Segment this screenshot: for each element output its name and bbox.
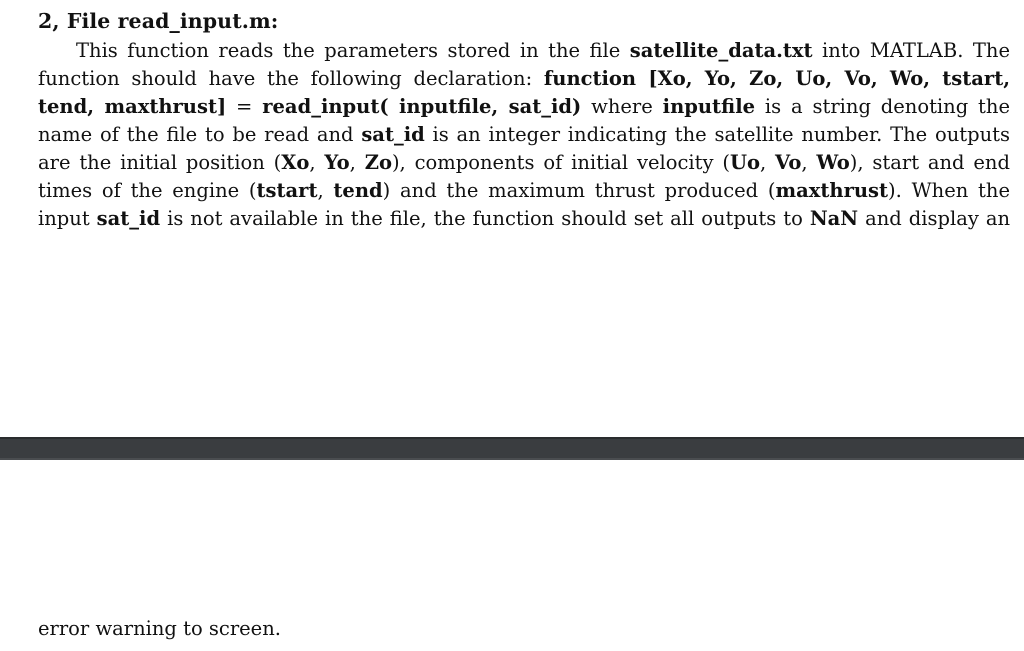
text-run: ), start and end xyxy=(849,151,1010,174)
bold-run: Uo xyxy=(729,151,760,174)
paragraph-line-5 xyxy=(38,149,1010,177)
paragraph-line-7 xyxy=(38,205,1010,233)
bold-run: Wo xyxy=(816,151,850,174)
text-run: , xyxy=(309,151,325,174)
text-run: , xyxy=(801,151,817,174)
bold-run: function [Xo, Yo, Zo, Uo, Vo, Wo, tstart, xyxy=(543,67,1010,90)
page-break-divider xyxy=(0,437,1024,460)
continuation-text: error warning to screen. xyxy=(38,617,281,640)
bold-run: tend, maxthrust] xyxy=(38,95,227,118)
bold-run: Vo xyxy=(775,151,802,174)
text-run: is an integer indicating the satellite number. The outputs xyxy=(424,123,1010,146)
paragraph-line-6 xyxy=(38,177,1010,205)
bold-run: Xo xyxy=(281,151,310,174)
text-run: and display an xyxy=(858,207,1010,230)
bold-run: NaN xyxy=(809,207,859,230)
bold-run: sat_id xyxy=(96,207,161,230)
bold-run: Zo xyxy=(364,151,392,174)
text-run: name of the file to be read and xyxy=(38,123,362,146)
text-run: , xyxy=(759,151,776,174)
paragraph-line-4 xyxy=(38,121,1010,149)
text-run: into MATLAB. The xyxy=(812,39,1010,62)
bold-run: tstart xyxy=(256,179,318,202)
text-run: are the initial position ( xyxy=(38,151,282,174)
bold-run: inputfile xyxy=(662,95,756,118)
bold-run: read_input( inputfile, sat_id) xyxy=(262,95,582,118)
text-run: ), components of initial velocity ( xyxy=(391,151,730,174)
text-run: This function reads the parameters stored in the file xyxy=(76,39,630,62)
text-run: function should have the following declaration: xyxy=(38,67,544,90)
text-run: is not available in the file, the function should set all outputs to xyxy=(160,207,810,230)
text-run: ). When the xyxy=(888,179,1010,202)
paragraph-line-3 xyxy=(38,93,1010,121)
bold-run: satellite_data.txt xyxy=(629,39,813,62)
text-run: input xyxy=(38,207,97,230)
bold-run: sat_id xyxy=(361,123,425,146)
text-run: , xyxy=(317,179,334,202)
paragraph-line-2 xyxy=(38,65,1010,93)
text-run: is a string denoting the xyxy=(755,95,1010,118)
text-run: times of the engine ( xyxy=(38,179,257,202)
bold-run: tend xyxy=(333,179,383,202)
text-run: ) and the maximum thrust produced ( xyxy=(382,179,776,202)
bold-run: maxthrust xyxy=(775,179,889,202)
text-run: = xyxy=(226,95,263,118)
section-heading: 2, File read_input.m: xyxy=(38,9,279,33)
paragraph-line-1 xyxy=(76,37,1010,65)
text-run: , xyxy=(349,151,365,174)
text-run: where xyxy=(581,95,663,118)
bold-run: Yo xyxy=(324,151,350,174)
